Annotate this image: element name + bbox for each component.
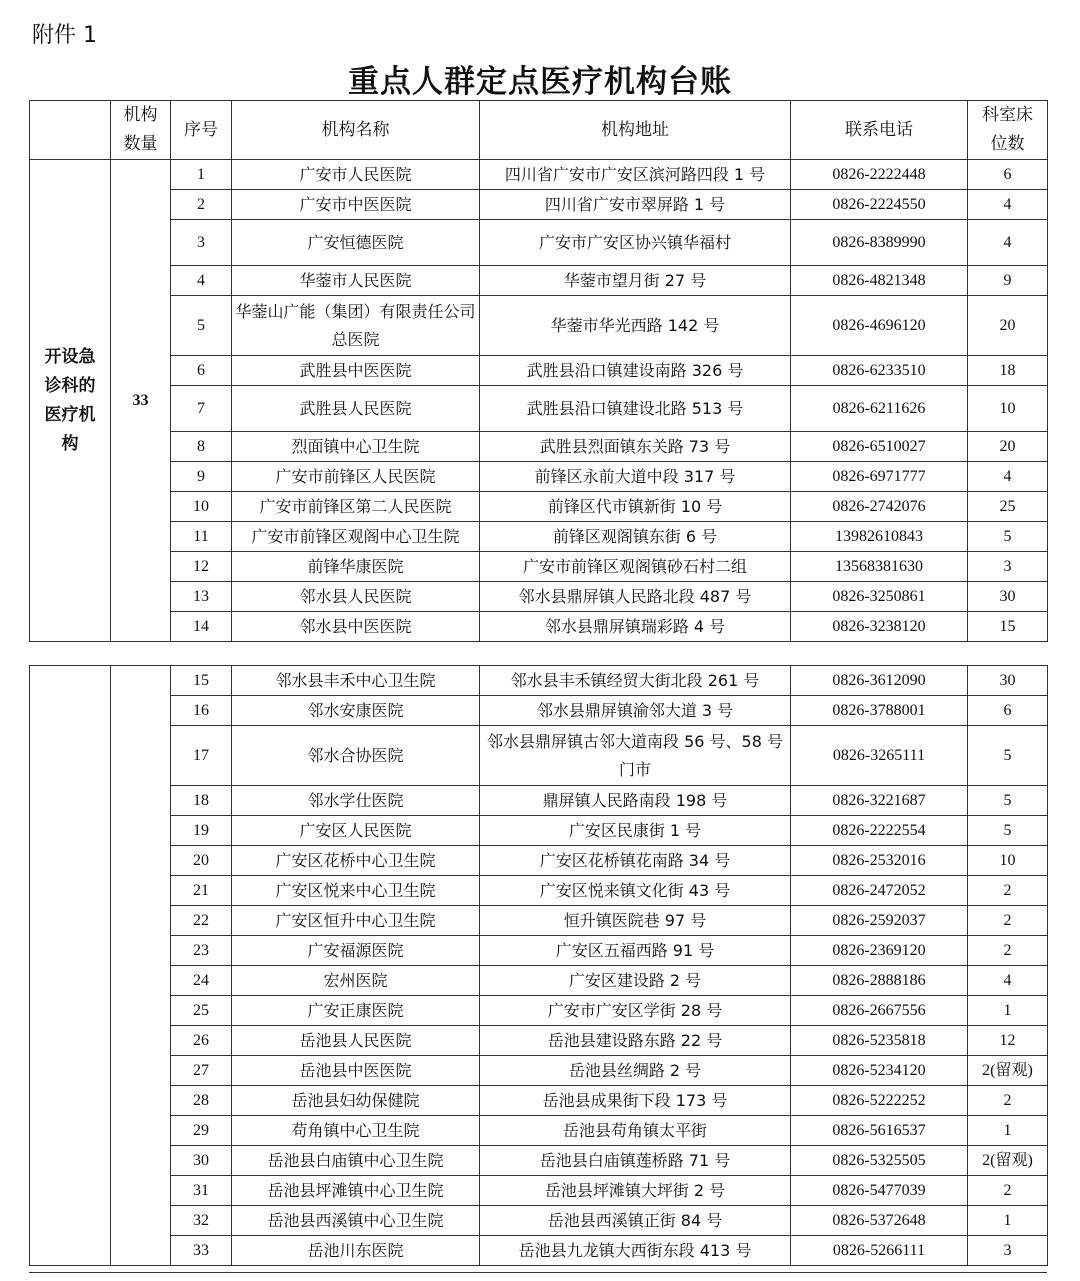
table-row [30,386,1048,432]
beds-cell: 4 [968,966,1048,996]
phone-cell: 0826-6211626 [791,386,968,432]
name-cell: 邻水学仕医院 [232,786,480,816]
beds-cell: 1 [968,1206,1048,1236]
phone-cell: 0826-4821348 [791,266,968,296]
institution-count-cell: 33 [111,160,171,642]
beds-cell: 2 [968,1176,1048,1206]
address-cell: 岳池县西溪镇正街 84 号 [480,1206,791,1236]
phone-cell: 0826-2888186 [791,966,968,996]
table-row [30,846,1048,876]
name-cell: 广安区人民医院 [232,816,480,846]
beds-cell: 3 [968,1236,1048,1266]
table-row [30,356,1048,386]
seq-cell: 20 [171,846,232,876]
address-cell: 华蓥市望月街 27 号 [480,266,791,296]
address-cell: 广安市广安区协兴镇华福村 [480,220,791,266]
header-count: 机构 数量 [111,101,171,160]
table-row [30,936,1048,966]
seq-cell: 24 [171,966,232,996]
seq-cell: 10 [171,492,232,522]
address-cell: 邻水县丰禾镇经贸大街北段 261 号 [480,666,791,696]
seq-cell: 32 [171,1206,232,1236]
beds-cell: 4 [968,190,1048,220]
beds-cell: 2 [968,936,1048,966]
name-cell: 广安市中医医院 [232,190,480,220]
address-cell: 岳池县成果街下段 173 号 [480,1086,791,1116]
phone-cell: 0826-6233510 [791,356,968,386]
address-cell: 岳池县九龙镇大西街东段 413 号 [480,1236,791,1266]
beds-cell: 6 [968,696,1048,726]
category-line: 构 [61,433,79,454]
table-row [30,786,1048,816]
seq-cell: 11 [171,522,232,552]
phone-cell: 0826-2369120 [791,936,968,966]
seq-cell: 23 [171,936,232,966]
seq-cell: 2 [171,190,232,220]
phone-cell: 0826-6510027 [791,432,968,462]
phone-cell: 0826-3250861 [791,582,968,612]
seq-cell: 30 [171,1146,232,1176]
table-row [30,1236,1048,1266]
address-cell: 武胜县烈面镇东关路 73 号 [480,432,791,462]
address-cell: 武胜县沿口镇建设北路 513 号 [480,386,791,432]
name-cell: 广安市前锋区人民医院 [232,462,480,492]
beds-cell: 5 [968,786,1048,816]
name-cell: 邻水县中医医院 [232,612,480,642]
name-cell: 广安市前锋区观阁中心卫生院 [232,522,480,552]
seq-cell: 16 [171,696,232,726]
phone-cell: 0826-5266111 [791,1236,968,1266]
category-line: 开设急 [44,346,96,367]
seq-cell: 15 [171,666,232,696]
phone-cell: 0826-2667556 [791,996,968,1026]
address-cell: 岳池县坪滩镇大坪街 2 号 [480,1176,791,1206]
seq-cell: 14 [171,612,232,642]
beds-cell: 2 [968,1086,1048,1116]
name-cell: 武胜县人民医院 [232,386,480,432]
seq-cell: 13 [171,582,232,612]
seq-cell: 1 [171,160,232,190]
phone-cell: 0826-2592037 [791,906,968,936]
institution-count-cell [111,666,171,1266]
address-cell: 广安市前锋区观阁镇砂石村二组 [480,552,791,582]
beds-cell: 25 [968,492,1048,522]
name-cell: 邻水安康医院 [232,696,480,726]
table-row [30,1206,1048,1236]
beds-cell: 1 [968,1116,1048,1146]
phone-cell: 0826-2532016 [791,846,968,876]
category-line: 诊科的 [44,375,96,396]
header-phone: 联系电话 [791,101,968,160]
beds-cell: 5 [968,816,1048,846]
beds-cell: 2(留观) [968,1056,1048,1086]
address-cell: 岳池县丝绸路 2 号 [480,1056,791,1086]
table-row [30,726,1048,786]
name-cell: 邻水县人民医院 [232,582,480,612]
phone-cell: 0826-2224550 [791,190,968,220]
beds-cell: 2(留观) [968,1146,1048,1176]
seq-cell: 5 [171,296,232,356]
beds-cell: 3 [968,552,1048,582]
address-cell: 岳池县白庙镇莲桥路 71 号 [480,1146,791,1176]
beds-cell: 4 [968,220,1048,266]
table-row [30,522,1048,552]
table-row [30,666,1048,696]
beds-cell: 12 [968,1026,1048,1056]
beds-cell: 10 [968,846,1048,876]
table-row [30,1116,1048,1146]
address-cell: 武胜县沿口镇建设南路 326 号 [480,356,791,386]
name-cell: 烈面镇中心卫生院 [232,432,480,462]
phone-cell: 0826-5234120 [791,1056,968,1086]
seq-cell: 27 [171,1056,232,1086]
address-cell: 前锋区观阁镇东街 6 号 [480,522,791,552]
beds-cell: 10 [968,386,1048,432]
name-cell: 岳池县白庙镇中心卫生院 [232,1146,480,1176]
phone-cell: 0826-2472052 [791,876,968,906]
seq-cell: 12 [171,552,232,582]
table-row [30,816,1048,846]
seq-cell: 9 [171,462,232,492]
address-cell: 四川省广安市翠屏路 1 号 [480,190,791,220]
phone-cell: 0826-5222252 [791,1086,968,1116]
name-cell: 华蓥山广能（集团）有限责任公司总医院 [232,296,480,356]
name-cell: 广安福源医院 [232,936,480,966]
address-cell: 前锋区代市镇新街 10 号 [480,492,791,522]
header-name: 机构名称 [232,101,480,160]
phone-cell: 0826-5477039 [791,1176,968,1206]
name-cell: 岳池川东医院 [232,1236,480,1266]
table-row [30,160,1048,190]
beds-cell: 30 [968,582,1048,612]
address-cell: 前锋区永前大道中段 317 号 [480,462,791,492]
beds-cell: 5 [968,726,1048,786]
name-cell: 华蓥市人民医院 [232,266,480,296]
beds-cell: 1 [968,996,1048,1026]
phone-cell: 0826-3238120 [791,612,968,642]
table-row [30,996,1048,1026]
table-row [30,612,1048,642]
name-cell: 岳池县中医医院 [232,1056,480,1086]
name-cell: 广安恒德医院 [232,220,480,266]
phone-cell: 0826-5372648 [791,1206,968,1236]
header-seq: 序号 [171,101,232,160]
category-line: 医疗机 [44,404,96,425]
address-cell: 四川省广安市广安区滨河路四段 1 号 [480,160,791,190]
beds-cell: 4 [968,462,1048,492]
seq-cell: 33 [171,1236,232,1266]
beds-cell: 20 [968,432,1048,462]
table-row [30,1146,1048,1176]
beds-cell: 15 [968,612,1048,642]
seq-cell: 3 [171,220,232,266]
phone-cell: 0826-2222448 [791,160,968,190]
phone-cell: 0826-3265111 [791,726,968,786]
beds-cell: 5 [968,522,1048,552]
beds-cell: 18 [968,356,1048,386]
beds-cell: 2 [968,906,1048,936]
address-cell: 邻水县鼎屏镇渝邻大道 3 号 [480,696,791,726]
phone-cell: 0826-3221687 [791,786,968,816]
address-cell: 广安区建设路 2 号 [480,966,791,996]
name-cell: 广安区恒升中心卫生院 [232,906,480,936]
address-cell: 邻水县鼎屏镇古邻大道南段 56 号、58 号门市 [480,726,791,786]
phone-cell: 0826-5235818 [791,1026,968,1056]
address-cell: 广安区悦来镇文化街 43 号 [480,876,791,906]
table-row [30,1056,1048,1086]
page-title: 重点人群定点医疗机构台账 [348,64,732,100]
address-cell: 鼎屏镇人民路南段 198 号 [480,786,791,816]
table-row [30,552,1048,582]
institution-table-part1 [29,100,1048,642]
phone-cell: 0826-5616537 [791,1116,968,1146]
phone-cell: 0826-3612090 [791,666,968,696]
table-row [30,432,1048,462]
name-cell: 前锋华康医院 [232,552,480,582]
phone-cell: 0826-8389990 [791,220,968,266]
name-cell: 宏州医院 [232,966,480,996]
beds-cell: 9 [968,266,1048,296]
seq-cell: 7 [171,386,232,432]
name-cell: 广安正康医院 [232,996,480,1026]
seq-cell: 21 [171,876,232,906]
seq-cell: 22 [171,906,232,936]
table-row [30,582,1048,612]
phone-cell: 0826-2742076 [791,492,968,522]
address-cell: 邻水县鼎屏镇瑞彩路 4 号 [480,612,791,642]
table-row [30,220,1048,266]
beds-cell: 20 [968,296,1048,356]
name-cell: 邻水合协医院 [232,726,480,786]
table-row [30,266,1048,296]
name-cell: 苟角镇中心卫生院 [232,1116,480,1146]
table-row [30,1176,1048,1206]
seq-cell: 18 [171,786,232,816]
address-cell: 华蓥市华光西路 142 号 [480,296,791,356]
table-row [30,876,1048,906]
name-cell: 广安市前锋区第二人民医院 [232,492,480,522]
seq-cell: 29 [171,1116,232,1146]
name-cell: 武胜县中医医院 [232,356,480,386]
table-row [30,296,1048,356]
name-cell: 岳池县人民医院 [232,1026,480,1056]
phone-cell: 0826-6971777 [791,462,968,492]
address-cell: 恒升镇医院巷 97 号 [480,906,791,936]
seq-cell: 25 [171,996,232,1026]
beds-cell: 6 [968,160,1048,190]
seq-cell: 4 [171,266,232,296]
phone-cell: 13982610843 [791,522,968,552]
table-row [30,462,1048,492]
table-row [30,966,1048,996]
table-row [30,190,1048,220]
seq-cell: 8 [171,432,232,462]
name-cell: 广安市人民医院 [232,160,480,190]
table-row [30,696,1048,726]
beds-cell: 2 [968,876,1048,906]
name-cell: 岳池县坪滩镇中心卫生院 [232,1176,480,1206]
address-cell: 岳池县建设路东路 22 号 [480,1026,791,1056]
phone-cell: 0826-3788001 [791,696,968,726]
phone-cell: 0826-2222554 [791,816,968,846]
seq-cell: 26 [171,1026,232,1056]
seq-cell: 31 [171,1176,232,1206]
seq-cell: 6 [171,356,232,386]
seq-cell: 19 [171,816,232,846]
beds-cell: 30 [968,666,1048,696]
header-address: 机构地址 [480,101,791,160]
address-cell: 岳池县苟角镇太平街 [480,1116,791,1146]
name-cell: 广安区悦来中心卫生院 [232,876,480,906]
seq-cell: 17 [171,726,232,786]
name-cell: 广安区花桥中心卫生院 [232,846,480,876]
attachment-label: 附件 1 [32,23,97,48]
name-cell: 岳池县西溪镇中心卫生院 [232,1206,480,1236]
name-cell: 邻水县丰禾中心卫生院 [232,666,480,696]
seq-cell: 28 [171,1086,232,1116]
table-row [30,1026,1048,1056]
category-cell [30,160,111,642]
header-beds: 科室床 位数 [968,101,1048,160]
address-cell: 广安市广安区学街 28 号 [480,996,791,1026]
phone-cell: 0826-5325505 [791,1146,968,1176]
address-cell: 广安区五福西路 91 号 [480,936,791,966]
name-cell: 岳池县妇幼保健院 [232,1086,480,1116]
header-category [30,101,111,160]
table-row [30,1086,1048,1116]
address-cell: 广安区花桥镇花南路 34 号 [480,846,791,876]
table-row [30,492,1048,522]
address-cell: 广安区民康街 1 号 [480,816,791,846]
institution-table-part2 [29,665,1048,1266]
address-cell: 邻水县鼎屏镇人民路北段 487 号 [480,582,791,612]
category-cell [30,666,111,1266]
table-row [30,906,1048,936]
phone-cell: 13568381630 [791,552,968,582]
phone-cell: 0826-4696120 [791,296,968,356]
